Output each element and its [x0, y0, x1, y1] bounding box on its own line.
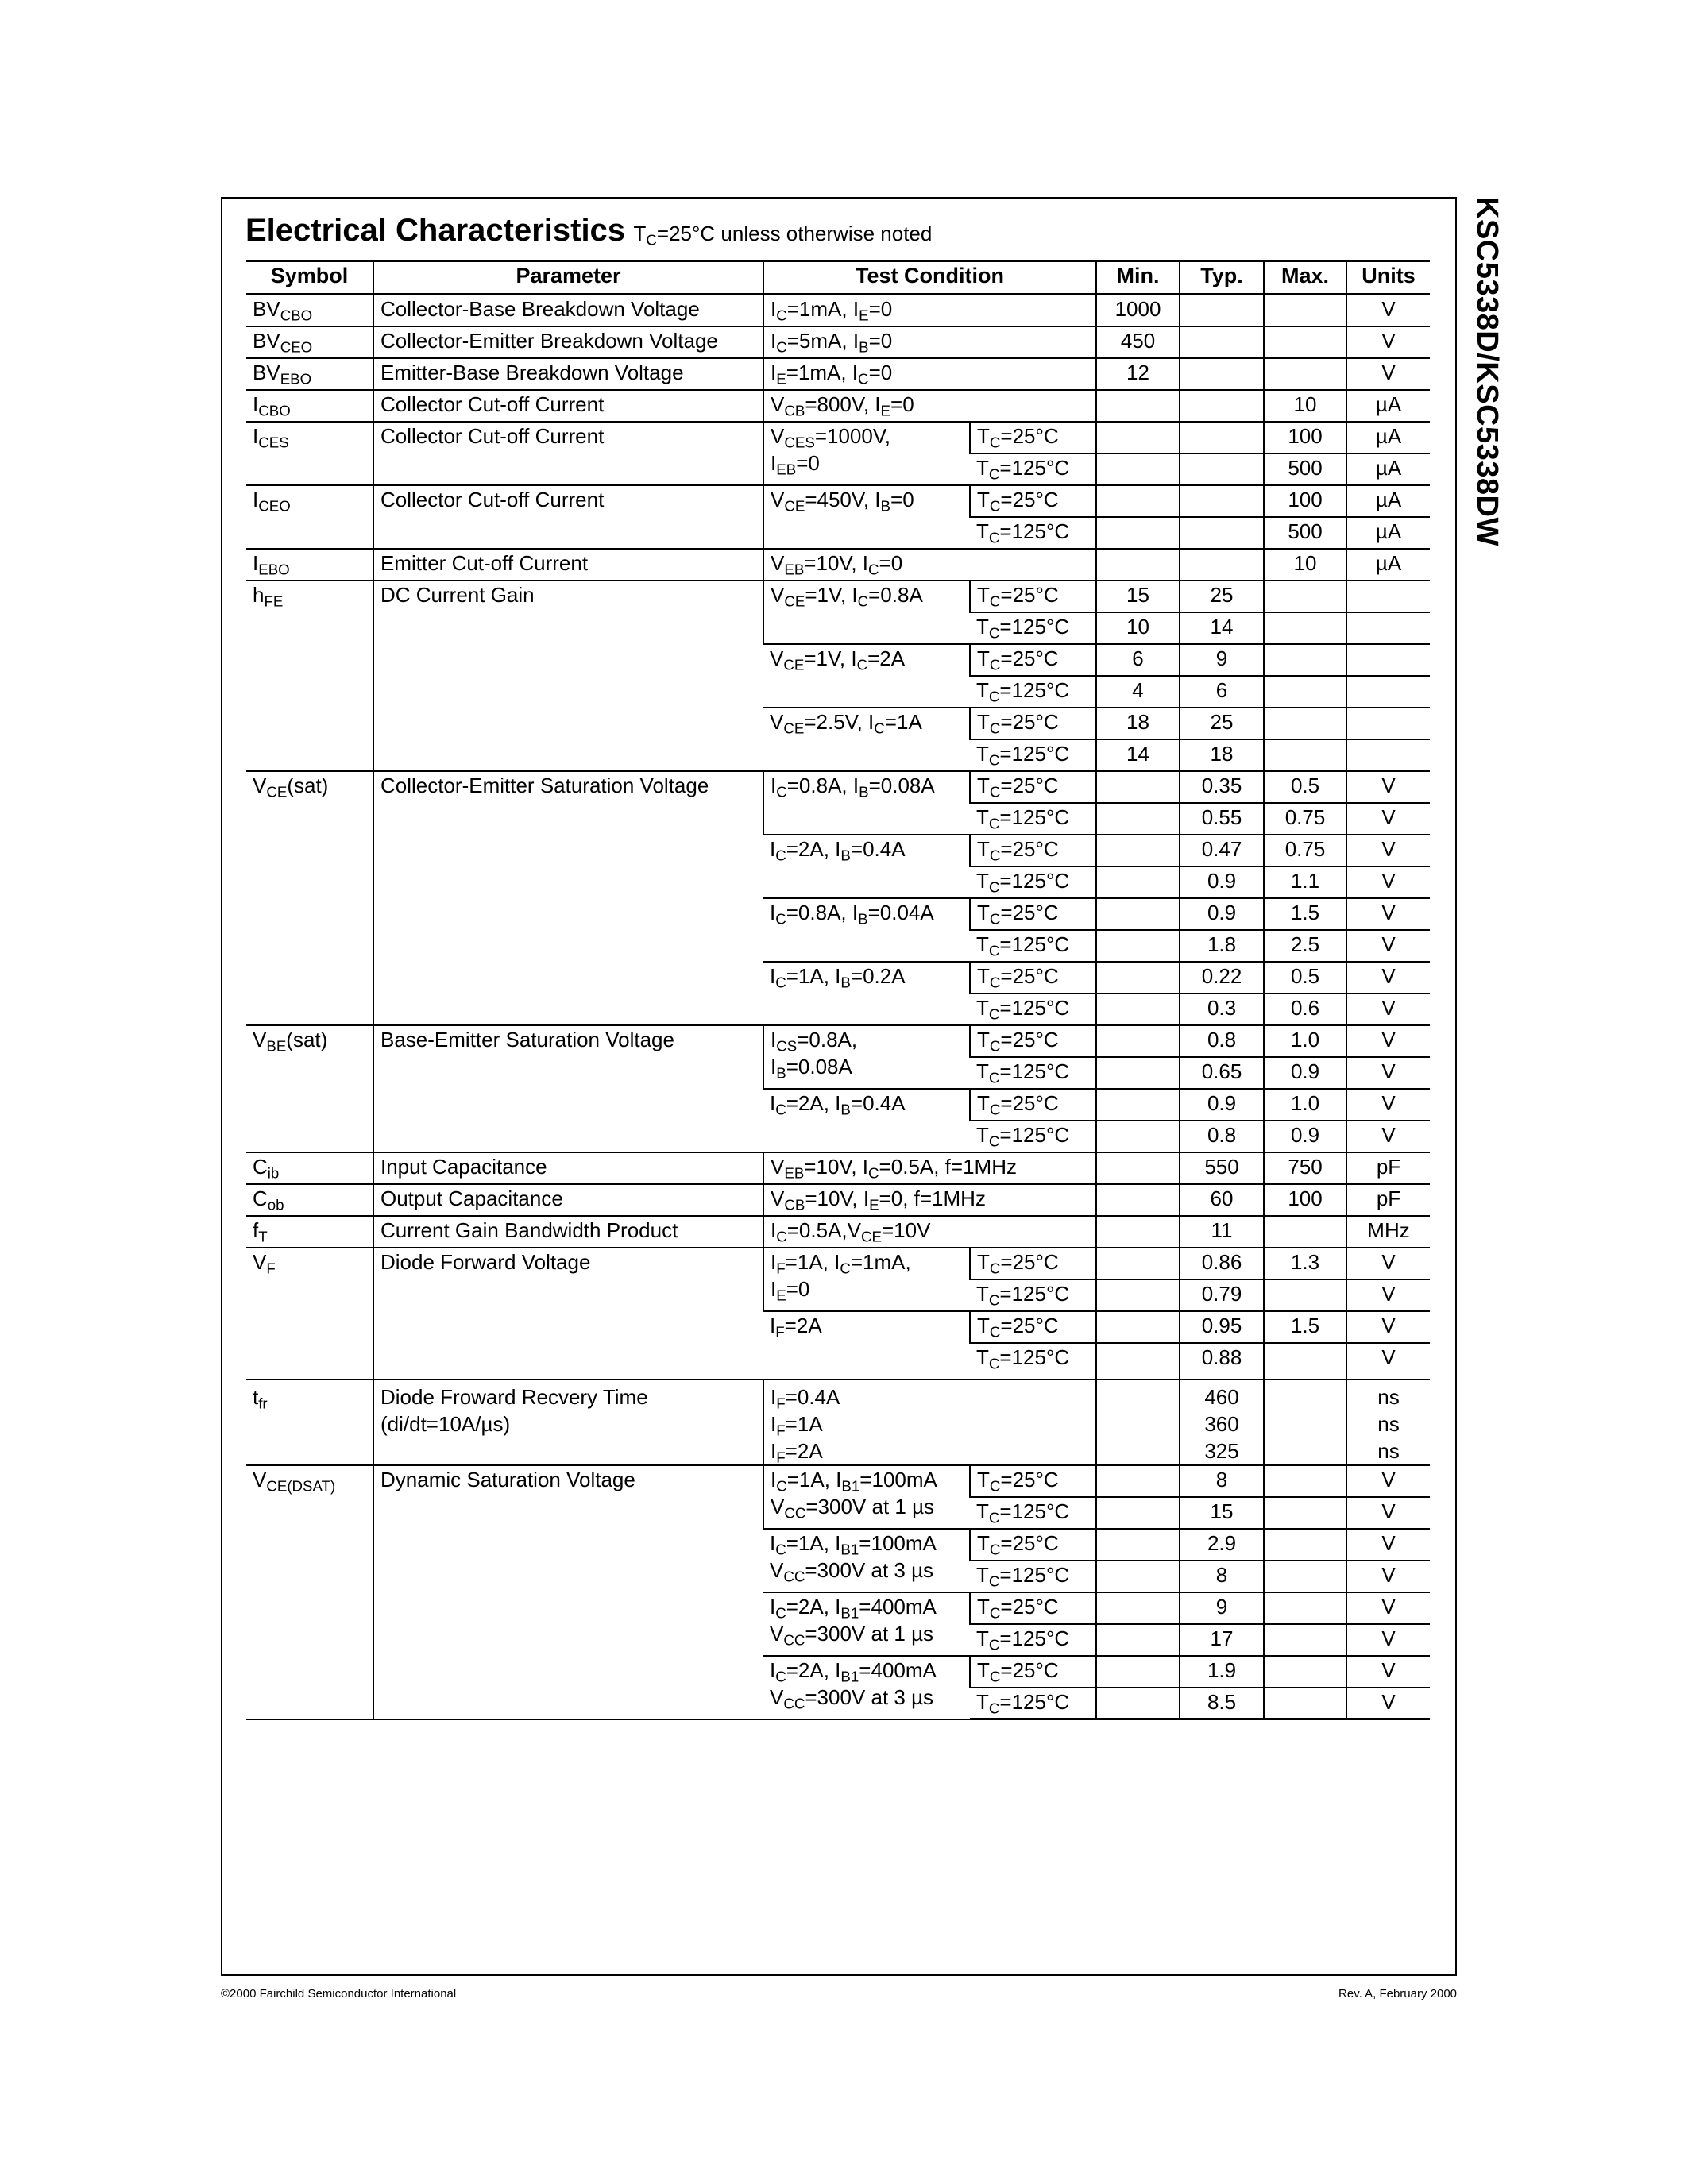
min-cell [1096, 994, 1180, 1025]
max-cell: 750 [1264, 1152, 1346, 1184]
temperature-cell: $T_C=25^\circ C$ [970, 581, 1096, 612]
temperature-cell: $T_C=125^\circ C$ [970, 1497, 1096, 1529]
min-cell [1096, 771, 1180, 803]
temperature-cell: $T_C=125^\circ C$ [970, 1624, 1096, 1656]
max-cell [1264, 676, 1346, 708]
unit-cell: ns ns ns [1346, 1379, 1430, 1465]
min-cell [1096, 803, 1180, 835]
min-cell [1096, 1624, 1180, 1656]
condition-cell: $I_C=1A$, $I_{B1}=100mA$ $V_{CC}=300V$ at 1 µs [763, 1465, 970, 1529]
symbol-cell: $C_{ib}$ [246, 1152, 373, 1184]
unit-cell: µA [1346, 453, 1430, 485]
temperature-cell: $T_C=125^\circ C$ [970, 676, 1096, 708]
min-cell [1096, 1561, 1180, 1592]
min-cell [1096, 453, 1180, 485]
max-cell: 0.5 [1264, 962, 1346, 994]
table-row [246, 1216, 1430, 1248]
condition-cell: $V_{EB}=10V$, $I_C=0$ [763, 549, 1096, 581]
min-cell [1096, 422, 1180, 453]
temperature-cell: $T_C=25^\circ C$ [970, 1592, 1096, 1624]
min-cell [1096, 1688, 1180, 1719]
section-heading [245, 213, 932, 249]
typ-cell: 9 [1180, 644, 1264, 676]
min-cell [1096, 1343, 1180, 1379]
max-cell: 100 [1264, 422, 1346, 453]
min-cell [1096, 1152, 1180, 1184]
temperature-cell: $T_C=25^\circ C$ [970, 1248, 1096, 1279]
heading-condition: $T_C=25^\circ C$ unless otherwise noted [633, 222, 933, 249]
typ-cell: 9 [1180, 1592, 1264, 1624]
unit-cell: V [1346, 326, 1430, 358]
symbol-cell: $h_{FE}$ [246, 581, 373, 771]
table-header-row [246, 261, 1430, 295]
temperature-cell: $T_C=125^\circ C$ [970, 1279, 1096, 1311]
parameter-cell: Emitter-Base Breakdown Voltage [373, 358, 763, 390]
min-cell: 1000 [1096, 295, 1180, 326]
typ-cell: 0.35 [1180, 771, 1264, 803]
unit-cell: µA [1346, 422, 1430, 453]
typ-cell: 25 [1180, 708, 1264, 739]
condition-cell: $V_{CES}=1000V$, $I_{EB}=0$ [763, 422, 970, 485]
typ-cell [1180, 390, 1264, 422]
temperature-cell: $T_C=125^\circ C$ [970, 1561, 1096, 1592]
parameter-cell: DC Current Gain [373, 581, 763, 771]
symbol-cell: $f_T$ [246, 1216, 373, 1248]
table-row [246, 549, 1430, 581]
temperature-cell: $T_C=125^\circ C$ [970, 930, 1096, 962]
symbol-cell: $V_{CE}(sat)$ [246, 771, 373, 1025]
unit-cell: MHz [1346, 1216, 1430, 1248]
unit-cell: µA [1346, 517, 1430, 549]
unit-cell: V [1346, 771, 1430, 803]
parameter-cell: Diode Forward Voltage [373, 1248, 763, 1379]
condition-cell: $I_C=2A$, $I_B=0.4A$ [763, 1089, 970, 1152]
table-row [246, 1025, 1430, 1057]
table-row [246, 1465, 1430, 1497]
table-row [246, 358, 1430, 390]
max-cell [1264, 1497, 1346, 1529]
symbol-cell: $I_{EBO}$ [246, 549, 373, 581]
header-symbol: Symbol [246, 261, 373, 295]
condition-cell: $I_E=1mA$, $I_C=0$ [763, 358, 1096, 390]
parameter-cell: Collector Cut-off Current [373, 422, 763, 485]
temperature-cell: $T_C=25^\circ C$ [970, 898, 1096, 930]
typ-cell: 0.8 [1180, 1121, 1264, 1152]
parameter-cell: Diode Froward Recvery Time (di/dt=10A/µs) [373, 1379, 763, 1465]
min-cell [1096, 930, 1180, 962]
max-cell: 500 [1264, 517, 1346, 549]
parameter-cell: Collector Cut-off Current [373, 485, 763, 549]
parameter-cell: Collector-Emitter Saturation Voltage [373, 771, 763, 1025]
condition-cell: $V_{CE}=450V$, $I_B=0$ [763, 485, 970, 549]
parameter-cell: Base-Emitter Saturation Voltage [373, 1025, 763, 1152]
parameter-cell: Collector Cut-off Current [373, 390, 763, 422]
condition-cell: $V_{CE}=1V$, $I_C=2A$ [763, 644, 970, 708]
min-cell [1096, 1497, 1180, 1529]
temperature-cell: $T_C=25^\circ C$ [970, 708, 1096, 739]
max-cell: 2.5 [1264, 930, 1346, 962]
max-cell: 10 [1264, 390, 1346, 422]
min-cell [1096, 835, 1180, 866]
typ-cell: 15 [1180, 1497, 1264, 1529]
electrical-characteristics-table [246, 260, 1430, 1720]
min-cell: 10 [1096, 612, 1180, 644]
unit-cell: µA [1346, 549, 1430, 581]
table-row [246, 390, 1430, 422]
condition-cell: $I_C=0.5A,V_{CE}=10V$ [763, 1216, 1096, 1248]
temperature-cell: $T_C=125^\circ C$ [970, 1343, 1096, 1379]
typ-cell: 0.65 [1180, 1057, 1264, 1089]
symbol-cell: $BV_{EBO}$ [246, 358, 373, 390]
typ-cell: 0.3 [1180, 994, 1264, 1025]
parameter-cell: Collector-Base Breakdown Voltage [373, 295, 763, 326]
temperature-cell: $T_C=25^\circ C$ [970, 771, 1096, 803]
typ-cell [1180, 295, 1264, 326]
symbol-cell: $V_{BE}(sat)$ [246, 1025, 373, 1152]
symbol-cell: $t_{fr}$ [246, 1379, 373, 1465]
typ-cell: 1.8 [1180, 930, 1264, 962]
unit-cell: V [1346, 930, 1430, 962]
table-row [246, 1184, 1430, 1216]
temperature-cell: $T_C=25^\circ C$ [970, 422, 1096, 453]
temperature-cell: $T_C=125^\circ C$ [970, 453, 1096, 485]
max-cell: 1.5 [1264, 898, 1346, 930]
unit-cell: µA [1346, 485, 1430, 517]
max-cell: 1.3 [1264, 1248, 1346, 1279]
temperature-cell: $T_C=25^\circ C$ [970, 1311, 1096, 1343]
max-cell [1264, 1656, 1346, 1688]
temperature-cell: $T_C=125^\circ C$ [970, 1057, 1096, 1089]
typ-cell: 0.86 [1180, 1248, 1264, 1279]
min-cell [1096, 549, 1180, 581]
unit-cell: V [1346, 1465, 1430, 1497]
temperature-cell: $T_C=25^\circ C$ [970, 1529, 1096, 1561]
unit-cell: V [1346, 1057, 1430, 1089]
condition-cell: $I_C=0.8A$, $I_B=0.04A$ [763, 898, 970, 962]
min-cell [1096, 1057, 1180, 1089]
unit-cell: V [1346, 1656, 1430, 1688]
max-cell [1264, 708, 1346, 739]
temperature-cell: $T_C=25^\circ C$ [970, 1656, 1096, 1688]
typ-cell: 8 [1180, 1465, 1264, 1497]
condition-cell: $V_{CB}=800V$, $I_E=0$ [763, 390, 1096, 422]
min-cell [1096, 1089, 1180, 1121]
condition-cell: $I_C=2A$, $I_{B1}=400mA$ $V_{CC}=300V$ at 1 µs [763, 1592, 970, 1656]
typ-cell: 0.88 [1180, 1343, 1264, 1379]
max-cell: 100 [1264, 485, 1346, 517]
typ-cell: 18 [1180, 739, 1264, 771]
typ-cell: 0.9 [1180, 1089, 1264, 1121]
condition-cell: $V_{EB}=10V$, $I_C=0.5A$, f=1MHz [763, 1152, 1096, 1184]
max-cell: 500 [1264, 453, 1346, 485]
temperature-cell: $T_C=125^\circ C$ [970, 612, 1096, 644]
max-cell [1264, 1465, 1346, 1497]
unit-cell: V [1346, 1497, 1430, 1529]
condition-cell: $V_{CE}=1V$, $I_C=0.8A$ [763, 581, 970, 644]
typ-cell [1180, 326, 1264, 358]
typ-cell [1180, 453, 1264, 485]
unit-cell: V [1346, 295, 1430, 326]
max-cell [1264, 326, 1346, 358]
min-cell [1096, 390, 1180, 422]
condition-cell: $I_C=1A$, $I_B=0.2A$ [763, 962, 970, 1025]
max-cell: 0.9 [1264, 1057, 1346, 1089]
header-max: Max. [1264, 261, 1346, 295]
unit-cell: V [1346, 1529, 1430, 1561]
condition-cell: $I_C=1mA$, $I_E=0$ [763, 295, 1096, 326]
unit-cell: V [1346, 866, 1430, 898]
condition-cell: $I_F=0.4A$ $I_F=1A$ $I_F=2A$ [763, 1379, 1096, 1465]
min-cell [1096, 1656, 1180, 1688]
max-cell: 0.75 [1264, 803, 1346, 835]
max-cell [1264, 1343, 1346, 1379]
table-row [246, 326, 1430, 358]
min-cell [1096, 1216, 1180, 1248]
min-cell [1096, 1379, 1180, 1465]
unit-cell: µA [1346, 390, 1430, 422]
max-cell [1264, 358, 1346, 390]
table-row [246, 485, 1430, 517]
min-cell [1096, 1311, 1180, 1343]
min-cell: 14 [1096, 739, 1180, 771]
typ-cell [1180, 485, 1264, 517]
temperature-cell: $T_C=25^\circ C$ [970, 1089, 1096, 1121]
min-cell [1096, 1248, 1180, 1279]
max-cell [1264, 1592, 1346, 1624]
condition-cell: $I_{CS}=0.8A$, $I_B=0.08A$ [763, 1025, 970, 1089]
max-cell: 0.75 [1264, 835, 1346, 866]
condition-cell: $I_C=2A$, $I_B=0.4A$ [763, 835, 970, 898]
temperature-cell: $T_C=125^\circ C$ [970, 739, 1096, 771]
unit-cell: V [1346, 1279, 1430, 1311]
max-cell [1264, 1216, 1346, 1248]
max-cell: 10 [1264, 549, 1346, 581]
condition-cell: $I_F=2A$ [763, 1311, 970, 1379]
typ-cell: 25 [1180, 581, 1264, 612]
typ-cell: 0.55 [1180, 803, 1264, 835]
table-row [246, 422, 1430, 453]
unit-cell: V [1346, 1248, 1430, 1279]
parameter-cell: Collector-Emitter Breakdown Voltage [373, 326, 763, 358]
table-row [246, 581, 1430, 612]
typ-cell: 0.22 [1180, 962, 1264, 994]
symbol-cell: $I_{CEO}$ [246, 485, 373, 549]
typ-cell: 1.9 [1180, 1656, 1264, 1688]
max-cell [1264, 612, 1346, 644]
max-cell: 0.9 [1264, 1121, 1346, 1152]
typ-cell: 11 [1180, 1216, 1264, 1248]
max-cell [1264, 1688, 1346, 1719]
min-cell: 18 [1096, 708, 1180, 739]
min-cell [1096, 1121, 1180, 1152]
header-typ: Typ. [1180, 261, 1264, 295]
typ-cell: 8.5 [1180, 1688, 1264, 1719]
typ-cell: 0.9 [1180, 898, 1264, 930]
header-parameter: Parameter [373, 261, 763, 295]
max-cell [1264, 1279, 1346, 1311]
min-cell: 15 [1096, 581, 1180, 612]
max-cell [1264, 739, 1346, 771]
unit-cell: V [1346, 1089, 1430, 1121]
temperature-cell: $T_C=125^\circ C$ [970, 803, 1096, 835]
unit-cell [1346, 676, 1430, 708]
typ-cell: 550 [1180, 1152, 1264, 1184]
unit-cell: V [1346, 994, 1430, 1025]
unit-cell [1346, 612, 1430, 644]
condition-cell: $I_F=1A$, $I_C=1mA$, $I_E=0$ [763, 1248, 970, 1311]
table-row [246, 1379, 1430, 1465]
unit-cell [1346, 581, 1430, 612]
unit-cell: V [1346, 358, 1430, 390]
unit-cell: V [1346, 803, 1430, 835]
min-cell [1096, 485, 1180, 517]
parameter-cell: Current Gain Bandwidth Product [373, 1216, 763, 1248]
min-cell: 6 [1096, 644, 1180, 676]
condition-cell: $I_C=0.8A$, $I_B=0.08A$ [763, 771, 970, 835]
symbol-cell: $V_F$ [246, 1248, 373, 1379]
min-cell [1096, 1465, 1180, 1497]
footer-copyright: ©2000 Fairchild Semiconductor International [221, 1987, 457, 2001]
table-row [246, 1248, 1430, 1279]
typ-cell: 14 [1180, 612, 1264, 644]
unit-cell [1346, 644, 1430, 676]
temperature-cell: $T_C=25^\circ C$ [970, 962, 1096, 994]
unit-cell: V [1346, 1343, 1430, 1379]
typ-cell: 2.9 [1180, 1529, 1264, 1561]
header-units: Units [1346, 261, 1430, 295]
max-cell: 100 [1264, 1184, 1346, 1216]
max-cell: 0.6 [1264, 994, 1346, 1025]
min-cell [1096, 1025, 1180, 1057]
min-cell [1096, 962, 1180, 994]
min-cell [1096, 1279, 1180, 1311]
heading-title: Electrical Characteristics [245, 213, 626, 248]
header-test-condition: Test Condition [763, 261, 1096, 295]
max-cell: 1.5 [1264, 1311, 1346, 1343]
max-cell: 1.0 [1264, 1089, 1346, 1121]
temperature-cell: $T_C=25^\circ C$ [970, 1025, 1096, 1057]
temperature-cell: $T_C=125^\circ C$ [970, 866, 1096, 898]
footer-revision: Rev. A, February 2000 [1338, 1987, 1457, 2001]
min-cell [1096, 898, 1180, 930]
symbol-cell: $I_{CBO}$ [246, 390, 373, 422]
unit-cell: V [1346, 1311, 1430, 1343]
temperature-cell: $T_C=25^\circ C$ [970, 835, 1096, 866]
temperature-cell: $T_C=125^\circ C$ [970, 994, 1096, 1025]
typ-cell: 460 360 325 [1180, 1379, 1264, 1465]
unit-cell: pF [1346, 1184, 1430, 1216]
symbol-cell: $I_{CES}$ [246, 422, 373, 485]
condition-cell: $V_{CB}=10V$, $I_E=0$, f=1MHz [763, 1184, 1096, 1216]
max-cell: 1.1 [1264, 866, 1346, 898]
typ-cell: 0.79 [1180, 1279, 1264, 1311]
max-cell [1264, 1561, 1346, 1592]
min-cell: 450 [1096, 326, 1180, 358]
unit-cell [1346, 708, 1430, 739]
condition-cell: $I_C=2A$, $I_{B1}=400mA$ $V_{CC}=300V$ at 3 µs [763, 1656, 970, 1719]
table-row [246, 295, 1430, 326]
min-cell [1096, 1184, 1180, 1216]
max-cell: 0.5 [1264, 771, 1346, 803]
typ-cell: 6 [1180, 676, 1264, 708]
min-cell [1096, 1529, 1180, 1561]
temperature-cell: $T_C=25^\circ C$ [970, 1465, 1096, 1497]
min-cell [1096, 1592, 1180, 1624]
max-cell [1264, 644, 1346, 676]
unit-cell: V [1346, 898, 1430, 930]
symbol-cell: $V_{CE(DSAT)}$ [246, 1465, 373, 1719]
unit-cell: pF [1346, 1152, 1430, 1184]
symbol-cell: $C_{ob}$ [246, 1184, 373, 1216]
temperature-cell: $T_C=125^\circ C$ [970, 1688, 1096, 1719]
max-cell [1264, 1529, 1346, 1561]
max-cell [1264, 581, 1346, 612]
unit-cell: V [1346, 1592, 1430, 1624]
max-cell: 1.0 [1264, 1025, 1346, 1057]
typ-cell: 8 [1180, 1561, 1264, 1592]
typ-cell: 17 [1180, 1624, 1264, 1656]
condition-cell: $I_C=5mA$, $I_B=0$ [763, 326, 1096, 358]
typ-cell: 60 [1180, 1184, 1264, 1216]
unit-cell: V [1346, 962, 1430, 994]
condition-cell: $I_C=1A$, $I_{B1}=100mA$ $V_{CC}=300V$ at 3 µs [763, 1529, 970, 1592]
unit-cell [1346, 739, 1430, 771]
typ-cell: 0.9 [1180, 866, 1264, 898]
min-cell: 4 [1096, 676, 1180, 708]
typ-cell [1180, 517, 1264, 549]
parameter-cell: Output Capacitance [373, 1184, 763, 1216]
temperature-cell: $T_C=125^\circ C$ [970, 1121, 1096, 1152]
parameter-cell: Emitter Cut-off Current [373, 549, 763, 581]
condition-cell: $V_{CE}=2.5V$, $I_C=1A$ [763, 708, 970, 771]
parameter-cell: Input Capacitance [373, 1152, 763, 1184]
header-min: Min. [1096, 261, 1180, 295]
unit-cell: V [1346, 1561, 1430, 1592]
symbol-cell: $BV_{CBO}$ [246, 295, 373, 326]
table-row [246, 771, 1430, 803]
typ-cell: 0.47 [1180, 835, 1264, 866]
min-cell [1096, 866, 1180, 898]
typ-cell: 0.95 [1180, 1311, 1264, 1343]
max-cell [1264, 1379, 1346, 1465]
unit-cell: V [1346, 1121, 1430, 1152]
typ-cell [1180, 358, 1264, 390]
unit-cell: V [1346, 1025, 1430, 1057]
temperature-cell: $T_C=25^\circ C$ [970, 644, 1096, 676]
symbol-cell: $BV_{CEO}$ [246, 326, 373, 358]
max-cell [1264, 1624, 1346, 1656]
typ-cell [1180, 422, 1264, 453]
max-cell [1264, 295, 1346, 326]
unit-cell: V [1346, 1688, 1430, 1719]
temperature-cell: $T_C=25^\circ C$ [970, 485, 1096, 517]
unit-cell: V [1346, 835, 1430, 866]
min-cell [1096, 517, 1180, 549]
typ-cell: 0.8 [1180, 1025, 1264, 1057]
min-cell: 12 [1096, 358, 1180, 390]
unit-cell: V [1346, 1624, 1430, 1656]
temperature-cell: $T_C=125^\circ C$ [970, 517, 1096, 549]
parameter-cell: Dynamic Saturation Voltage [373, 1465, 763, 1719]
table-row [246, 1152, 1430, 1184]
typ-cell [1180, 549, 1264, 581]
part-number-side-title: KSC5338D/KSC5338DW [1470, 197, 1504, 546]
